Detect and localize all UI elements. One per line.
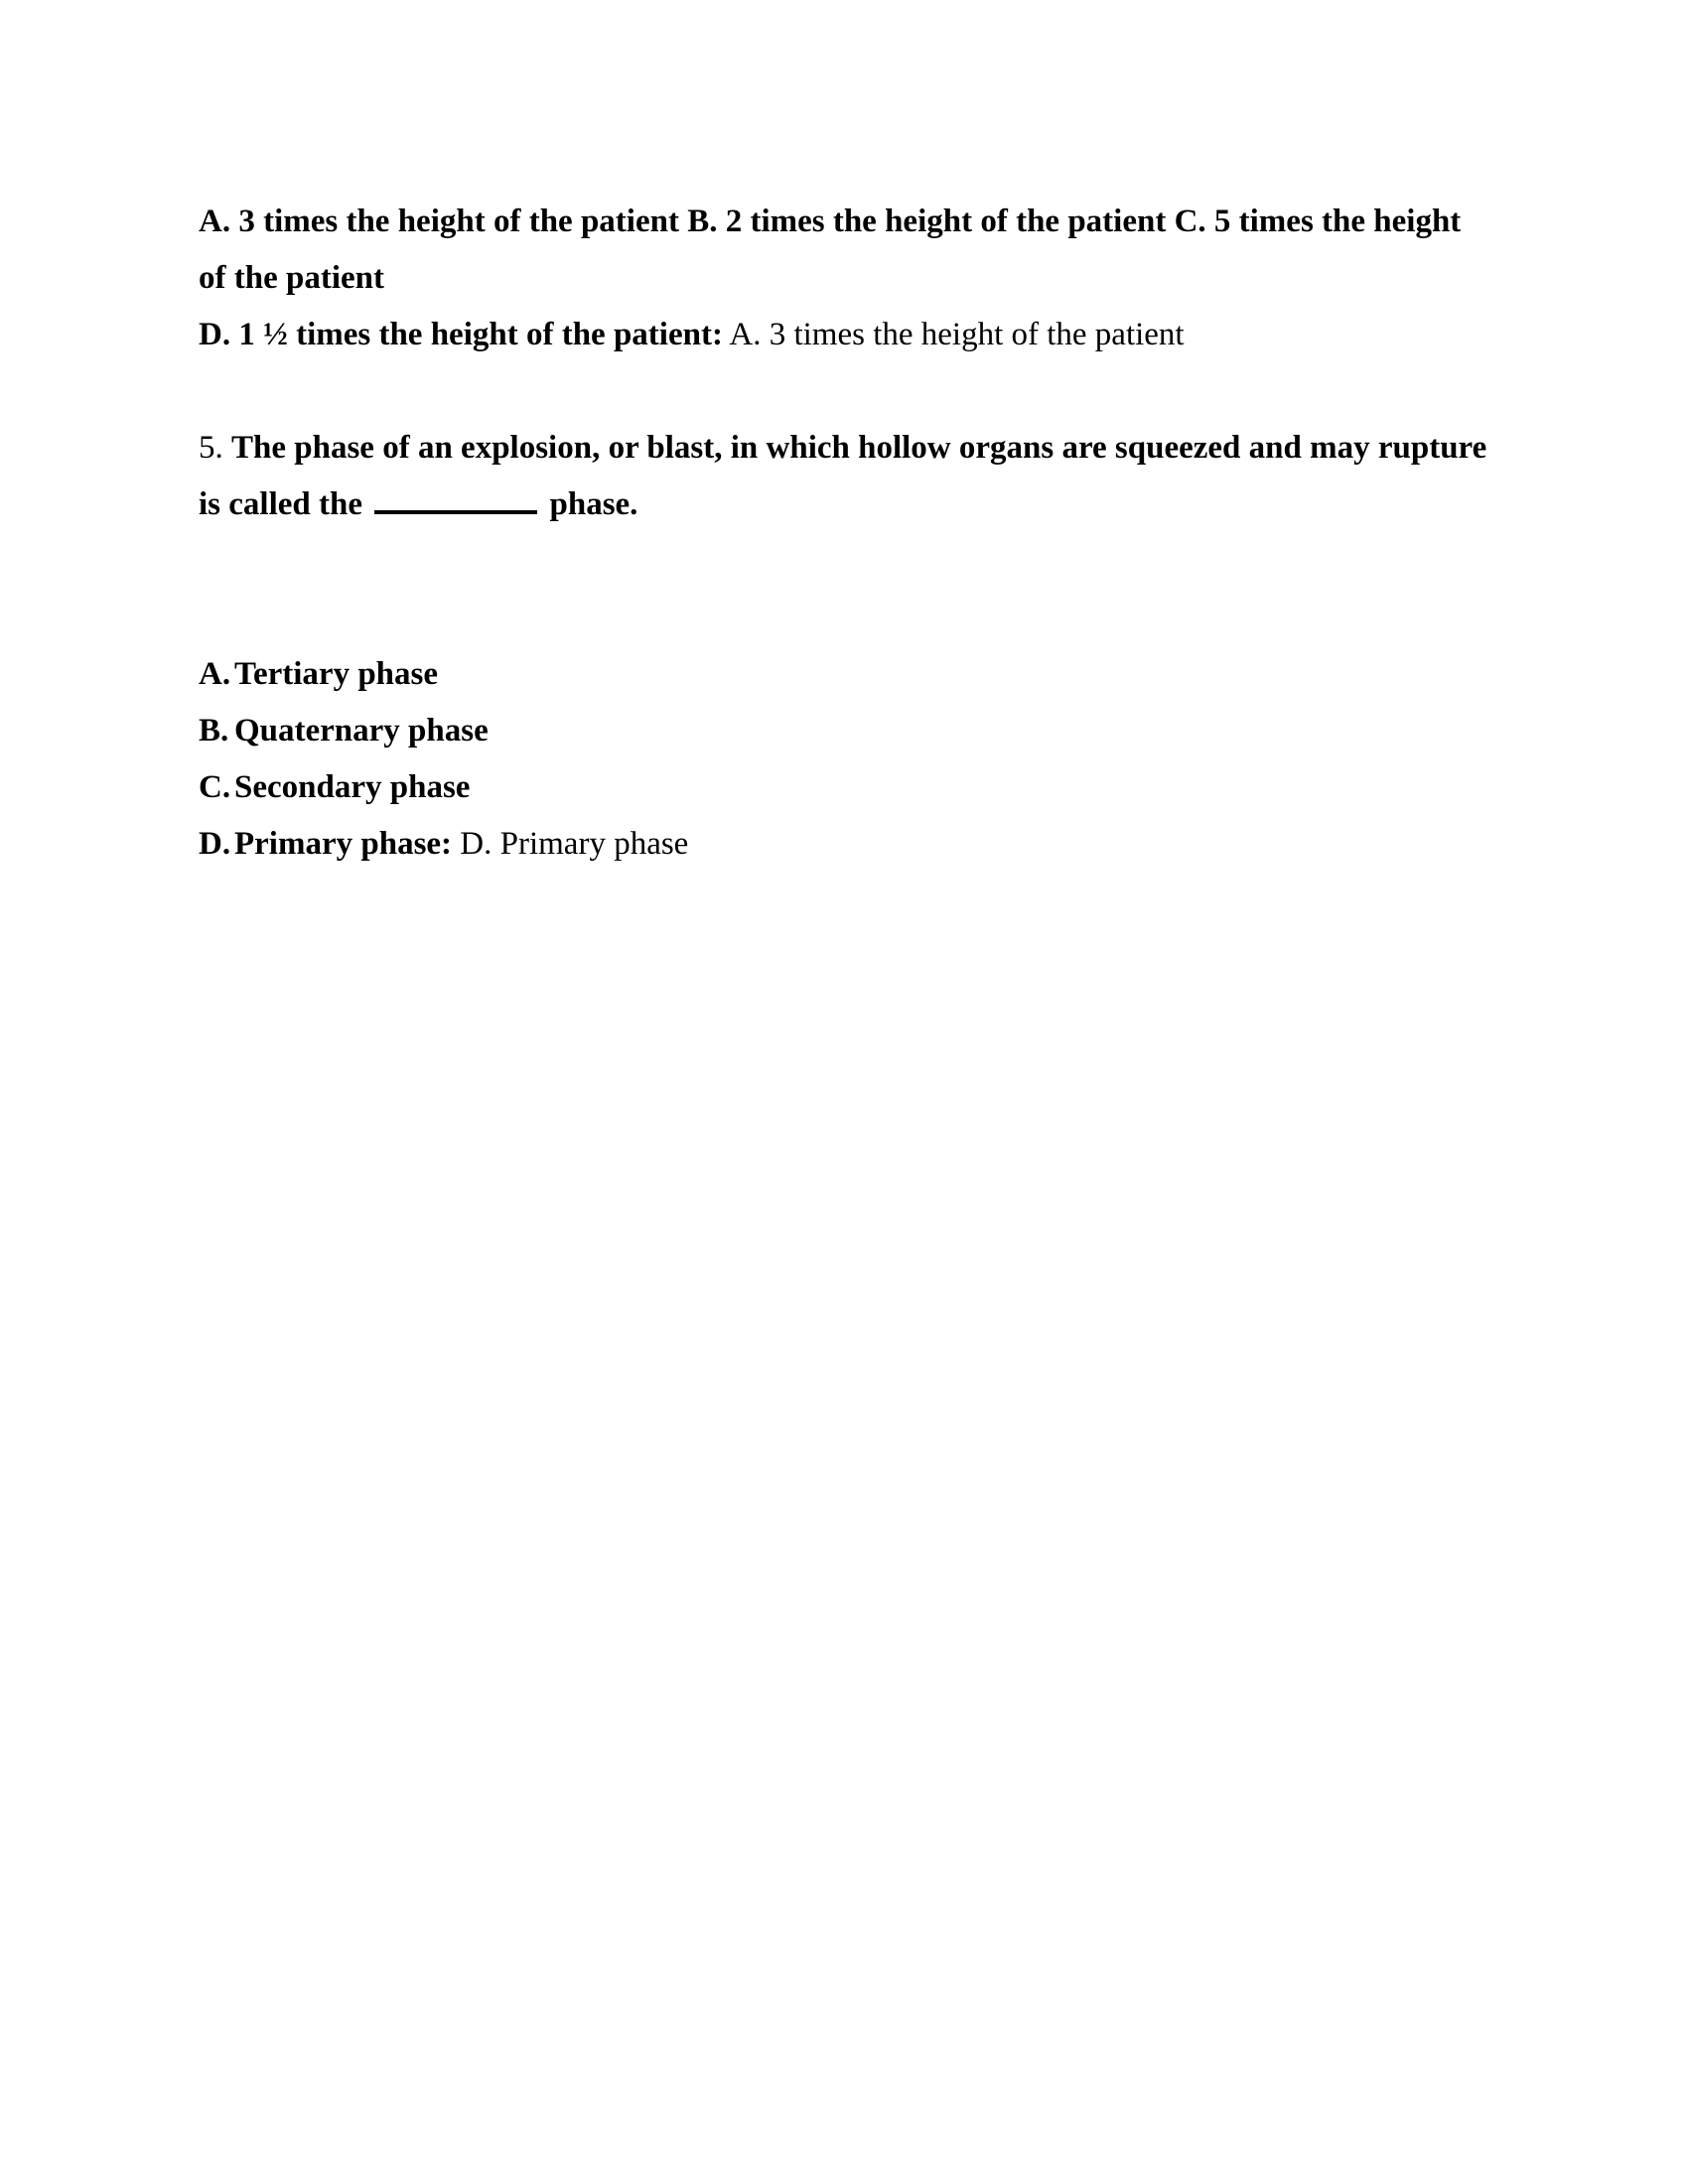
option-letter: C. <box>199 769 231 805</box>
option-letter: D. <box>199 826 231 862</box>
spacer <box>199 533 1489 646</box>
option-label: Primary phase: <box>234 826 453 862</box>
option-label: Tertiary phase <box>234 656 439 692</box>
option-label: Secondary phase <box>234 769 471 805</box>
document-page <box>199 194 1489 873</box>
previous-question-options: A. 3 times the height of the patient B. 2 times the height of the patient C. 5 times the height of the patient <box>199 204 1462 296</box>
option-b <box>199 703 1489 759</box>
spacer <box>199 363 1489 420</box>
previous-question-answer: A. 3 times the height of the patient <box>729 317 1185 352</box>
option-label: Quaternary phase <box>234 713 489 749</box>
question-text-end: phase. <box>549 486 638 522</box>
answer-blank <box>374 509 537 514</box>
option-d <box>199 816 1489 873</box>
option-c <box>199 759 1489 816</box>
question-number: 5. <box>199 430 223 466</box>
option-letter: A. <box>199 656 231 692</box>
question-5-stem <box>199 420 1489 533</box>
option-letter: B. <box>199 713 229 749</box>
previous-question-answer-line <box>199 307 1489 363</box>
question-text: The phase of an explosion, or blast, in which hollow organs are squeezed and may rupture is called the <box>199 430 1487 522</box>
question-5-answer: D. Primary phase <box>460 826 689 862</box>
previous-question-option-d: D. 1 ½ times the height of the patient: <box>199 317 723 352</box>
option-a <box>199 646 1489 703</box>
